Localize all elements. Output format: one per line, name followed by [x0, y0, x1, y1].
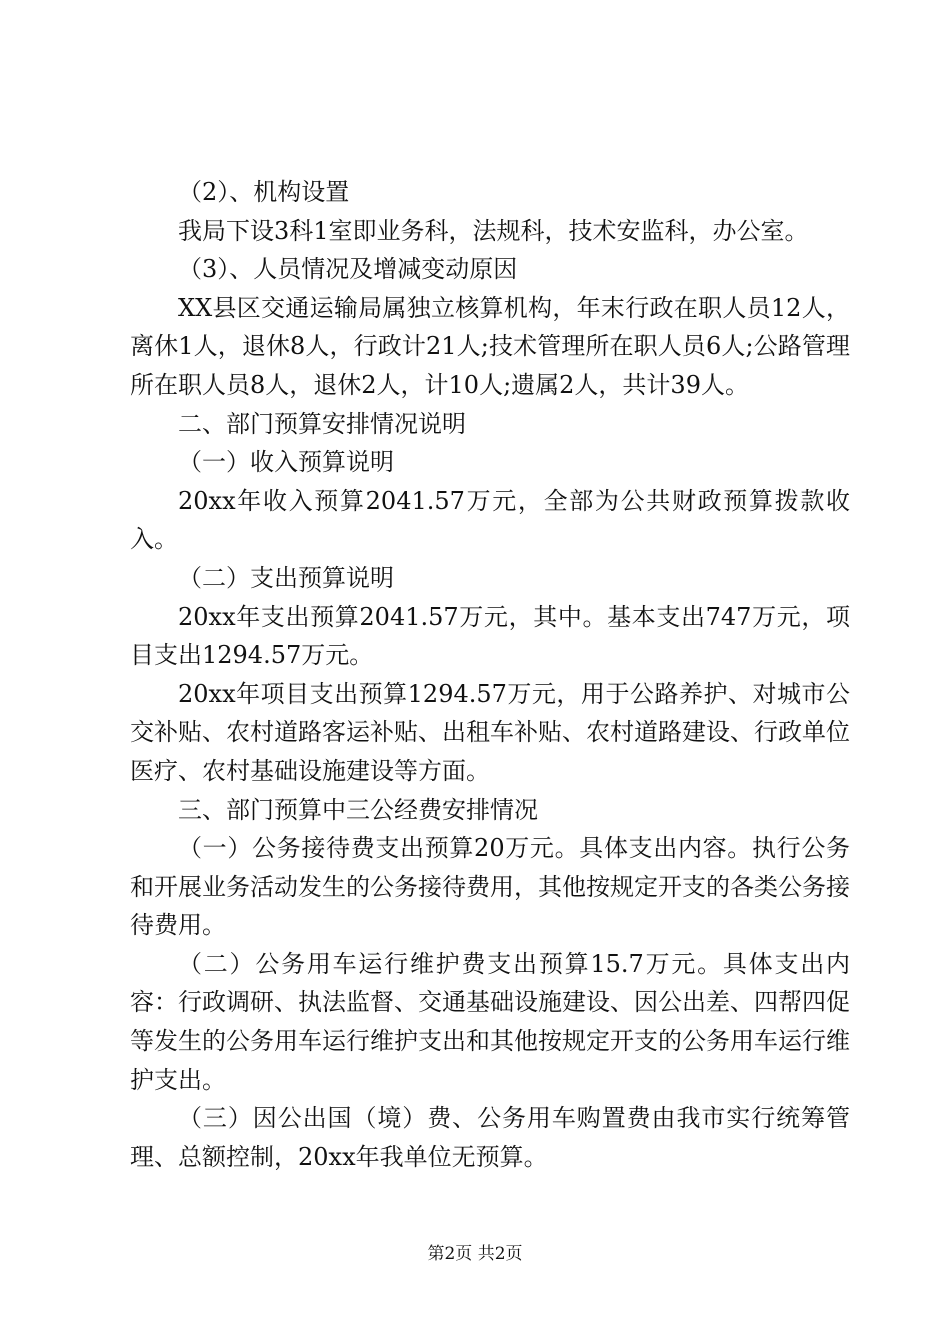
- paragraph-income: 20xx年收入预算2041.57万元，全部为公共财政预算拨款收入。: [130, 486, 850, 554]
- document-body: [130, 173, 850, 1176]
- page-footer: [0, 1242, 950, 1266]
- paragraph-expenditure-total: 20xx年支出预算2041.57万元，其中。基本支出747万元，项目支出1294.57万元。: [130, 602, 850, 670]
- section-heading-budget-arrangement: 二、部门预算安排情况说明: [178, 409, 466, 438]
- paragraph-staffing: XX县区交通运输局属独立核算机构，年末行政在职人员12人，离休1人，退休8人，行政计21人;技术管理所在职人员6人;公路管理所在职人员8人，退休2人，计10人;遗属2人，共计39人。: [130, 293, 850, 399]
- section-heading-organization: （2）、机构设置: [178, 178, 350, 206]
- paragraph-project-expenditure: 20xx年项目支出预算1294.57万元，用于公路养护、对城市公交补贴、农村道路客运补贴、出租车补贴、农村道路建设、行政单位医疗、农村基础设施建设等方面。: [130, 679, 850, 785]
- subsection-heading-income: （一）收入预算说明: [178, 448, 394, 477]
- section-heading-staffing: （3）、人员情况及增减变动原因: [178, 255, 518, 284]
- paragraph-overseas-vehicle-purchase: （三）因公出国（境）费、公务用车购置费由我市实行统筹管理、总额控制，20xx年我单位无预算。: [130, 1104, 850, 1171]
- paragraph-vehicle-maintenance: （二）公务用车运行维护费支出预算15.7万元。具体支出内容：行政调研、执法监督、交通基础设施建设、因公出差、四帮四促等发生的公务用车运行维护支出和其他按规定开支的公务用车运行维护支出。: [130, 949, 850, 1094]
- paragraph-reception-expenses: （一）公务接待费支出预算20万元。具体支出内容。执行公务和开展业务活动发生的公务接待费用，其他按规定开支的各类公务接待费用。: [130, 834, 850, 940]
- page-number: 第2页 共2页: [427, 1244, 523, 1264]
- subsection-heading-expenditure: （二）支出预算说明: [178, 563, 394, 592]
- paragraph-organization: 我局下设3科1室即业务科，法规科，技术安监科，办公室。: [178, 216, 809, 245]
- section-heading-three-public-expenses: 三、部门预算中三公经费安排情况: [178, 795, 538, 824]
